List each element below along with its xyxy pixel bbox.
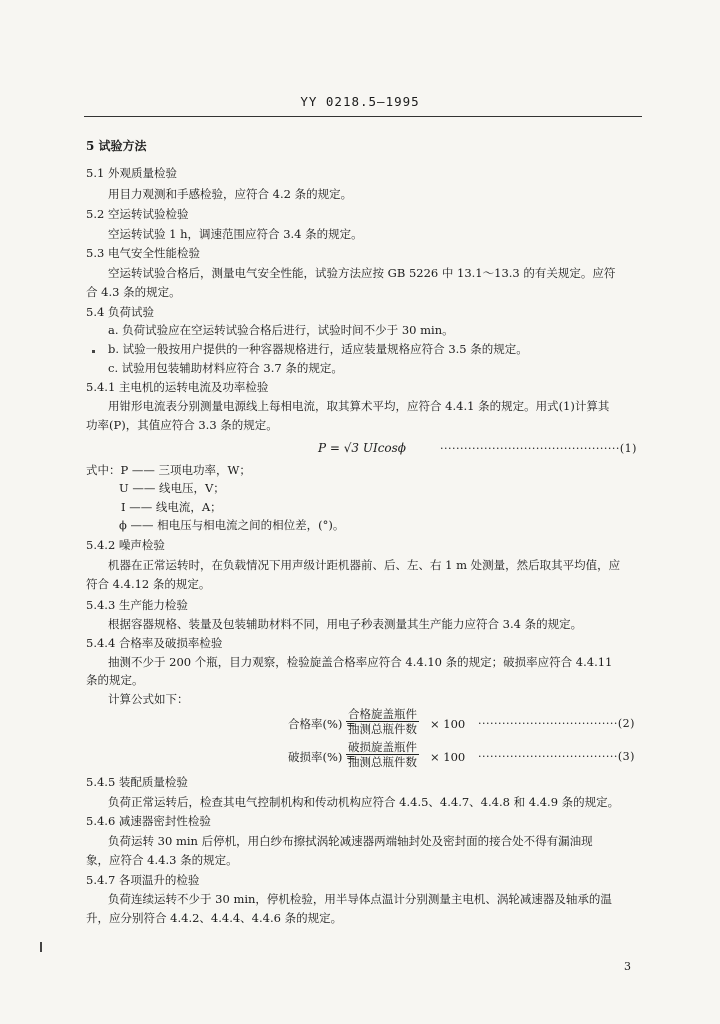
- scan-dot: [92, 350, 95, 353]
- symbol-definition: ϕ —— 相电压与相电流之间的相位差，(°)。: [119, 518, 345, 532]
- equation-leader: ···································(2): [478, 717, 635, 730]
- clause-body: 负荷运转 30 min 后停机，用白纱布擦拭涡轮减速器两端轴封处及密封面的接合处不得有漏油现: [108, 834, 593, 848]
- formula-power: P = √3 UIcosϕ: [318, 441, 406, 455]
- clause-title: 5.2 空运转试验检验: [86, 207, 189, 221]
- symbol-definition: I —— 线电流，A；: [121, 500, 222, 514]
- formula-multiplier: × 100: [430, 750, 466, 764]
- page-number: 3: [624, 960, 631, 973]
- scan-mark: [40, 942, 42, 952]
- list-item: a. 负荷试验应在空运转试验合格后进行，试验时间不少于 30 min。: [108, 323, 454, 337]
- equation-leader: ···································(3): [478, 750, 635, 763]
- clause-title: 5.4.2 噪声检验: [86, 538, 165, 552]
- fraction-numerator: 合格旋盖瓶件: [348, 707, 417, 721]
- clause-title: 5.4.1 主电机的运转电流及功率检验: [86, 380, 269, 394]
- fraction-denominator: 抽测总瓶件数: [348, 722, 417, 736]
- fraction-pass-rate: [346, 707, 419, 736]
- formula-lhs: 合格率(%) =: [288, 717, 356, 731]
- clause-body: 抽测不少于 200 个瓶，目力观察，检验旋盖合格率应符合 4.4.10 条的规定；破损率应符合 4.4.11: [108, 655, 613, 669]
- clause-title: 5.4.7 各项温升的检验: [86, 873, 200, 887]
- clause-body: 升，应分别符合 4.4.2、4.4.4、4.4.6 条的规定。: [86, 911, 343, 925]
- page-header: YY 0218.5—1995: [300, 94, 420, 109]
- clause-title: 5.1 外观质量检验: [86, 166, 177, 180]
- formula-multiplier: × 100: [430, 717, 466, 731]
- clause-title: 5.4.3 生产能力检验: [86, 598, 188, 612]
- clause-body: 根据容器规格、装量及包装辅助材料不同，用电子秒表测量其生产能力应符合 3.4 条的规定。: [108, 617, 583, 631]
- clause-title: 5.4 负荷试验: [86, 305, 154, 319]
- clause-body: 符合 4.4.12 条的规定。: [86, 577, 211, 591]
- symbol-definition: U —— 线电压，V；: [119, 481, 225, 495]
- clause-body: 象，应符合 4.4.3 条的规定。: [86, 853, 238, 867]
- symbol-definition: 式中：P —— 三项电功率，W；: [86, 463, 251, 477]
- clause-body: 负荷正常运转后，检查其电气控制机构和传动机构应符合 4.4.5、4.4.7、4.4.8 和 4.4.9 条的规定。: [108, 795, 620, 809]
- fraction-denominator: 抽测总瓶件数: [348, 755, 417, 769]
- clause-body: 机器在正常运转时，在负载情况下用声级计距机器前、后、左、右 1 m 处测量，然后取其平均值，应: [108, 558, 621, 572]
- section-heading: 5 试验方法: [86, 139, 147, 153]
- clause-title: 5.3 电气安全性能检验: [86, 246, 200, 260]
- clause-body: 功率(P)，其值应符合 3.3 条的规定。: [86, 418, 278, 432]
- clause-body: 合 4.3 条的规定。: [86, 285, 181, 299]
- equation-leader: ·············································(1): [440, 442, 637, 455]
- clause-body: 用目力观测和手感检验，应符合 4.2 条的规定。: [108, 187, 353, 201]
- clause-body: 用钳形电流表分别测量电源线上每相电流，取其算术平均，应符合 4.4.1 条的规定。用式(1)计算其: [108, 399, 610, 413]
- clause-body: 条的规定。: [86, 673, 144, 687]
- formula-intro: 计算公式如下：: [108, 692, 189, 706]
- fraction-break-rate: [346, 740, 419, 769]
- list-item: b. 试验一般按用户提供的一种容器规格进行，适应装量规格应符合 3.5 条的规定。: [108, 342, 528, 356]
- formula-lhs: 破损率(%) =: [288, 750, 356, 764]
- clause-title: 5.4.4 合格率及破损率检验: [86, 636, 223, 650]
- clause-body: 负荷连续运转不少于 30 min，停机检验，用半导体点温计分别测量主电机、涡轮减速器及轴承的温: [108, 892, 612, 906]
- clause-title: 5.4.5 装配质量检验: [86, 775, 188, 789]
- header-rule: [84, 116, 642, 117]
- clause-title: 5.4.6 减速器密封性检验: [86, 814, 211, 828]
- list-item: c. 试验用包装辅助材料应符合 3.7 条的规定。: [108, 361, 343, 375]
- clause-body: 空运转试验合格后，测量电气安全性能，试验方法应按 GB 5226 中 13.1～13.3 的有关规定。应符: [108, 266, 616, 280]
- fraction-numerator: 破损旋盖瓶件: [348, 740, 417, 754]
- clause-body: 空运转试验 1 h，调速范围应符合 3.4 条的规定。: [108, 227, 363, 241]
